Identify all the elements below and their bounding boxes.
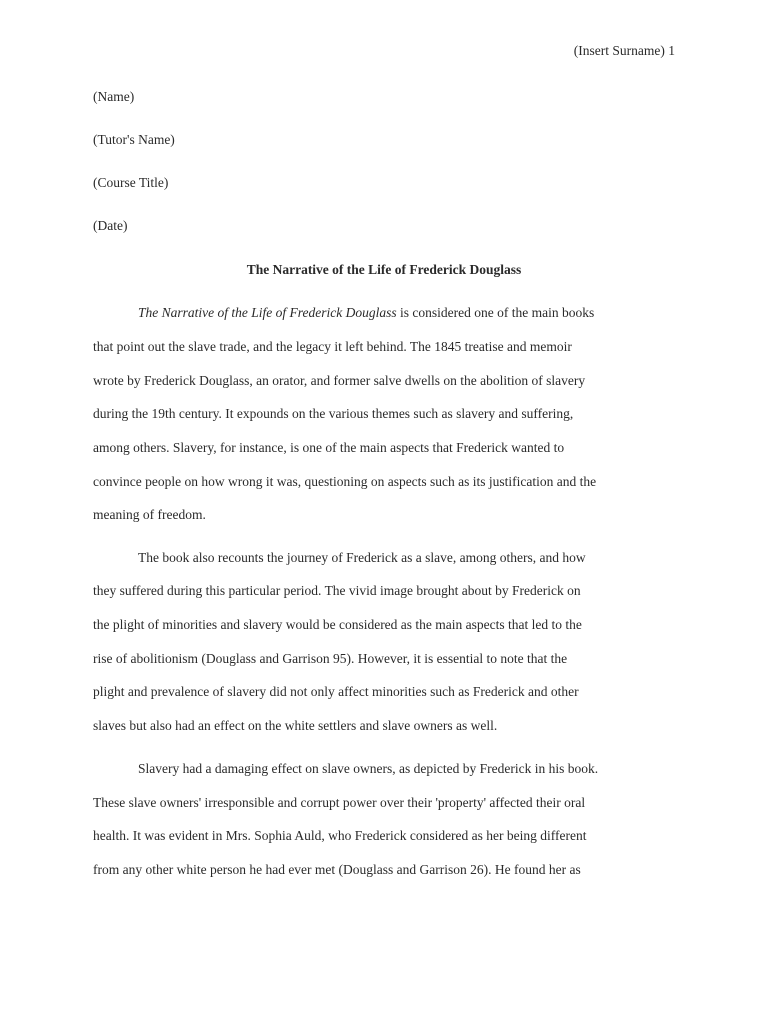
paragraph-1-line-2: that point out the slave trade, and the legacy it left behind. The 1845 treatise and memoir bbox=[93, 339, 572, 354]
paragraph-2-line-5: plight and prevalence of slavery did not only affect minorities such as Frederick and other bbox=[93, 684, 579, 699]
paragraph-1-line-7: meaning of freedom. bbox=[93, 507, 206, 522]
paragraph-2-line-4: rise of abolitionism (Douglass and Garrison 95). However, it is essential to note that the bbox=[93, 651, 568, 666]
paragraph-1-line-1-rest: is considered one of the main books bbox=[396, 305, 595, 320]
essay-title: The Narrative of the Life of Frederick Douglass bbox=[246, 262, 522, 277]
paragraph-2-line-1: The book also recounts the journey of Frederick as a slave, among others, and how bbox=[138, 550, 586, 565]
paragraph-3-line-3: health. It was evident in Mrs. Sophia Auld, who Frederick considered as her being different bbox=[93, 828, 587, 843]
paragraph-1-line-6: convince people on how wrong it was, questioning on aspects such as its justification and the bbox=[93, 474, 597, 489]
paragraph-1-line-4: during the 19th century. It expounds on the various themes such as slavery and suffering, bbox=[93, 406, 574, 421]
paragraph-2-line-3: the plight of minorities and slavery would be considered as the main aspects that led to the bbox=[93, 617, 582, 632]
paragraph-2-line-6: slaves but also had an effect on the white settlers and slave owners as well. bbox=[93, 718, 498, 733]
paragraph-3-line-2: These slave owners' irresponsible and corrupt power over their 'property' affected their oral bbox=[93, 795, 586, 810]
paragraph-3-line-4: from any other white person he had ever met (Douglass and Garrison 26). He found her as bbox=[93, 862, 581, 877]
paragraph-1-line-1 bbox=[138, 304, 594, 322]
paragraph-1-line-5: among others. Slavery, for instance, is one of the main aspects that Frederick wanted to bbox=[93, 440, 565, 455]
student-name: (Name) bbox=[93, 89, 135, 104]
course-title: (Course Title) bbox=[93, 175, 169, 190]
tutor-name: (Tutor's Name) bbox=[93, 132, 175, 147]
running-head: (Insert Surname) 1 bbox=[573, 43, 675, 58]
date: (Date) bbox=[93, 218, 128, 233]
book-title-italic: The Narrative of the Life of Frederick Douglass bbox=[138, 305, 397, 320]
paragraph-2-line-2: they suffered during this particular period. The vivid image brought about by Frederick on bbox=[93, 583, 581, 598]
paragraph-1-line-3: wrote by Frederick Douglass, an orator, and former salve dwells on the abolition of slavery bbox=[93, 373, 586, 388]
paragraph-3-line-1: Slavery had a damaging effect on slave owners, as depicted by Frederick in his book. bbox=[138, 761, 599, 776]
